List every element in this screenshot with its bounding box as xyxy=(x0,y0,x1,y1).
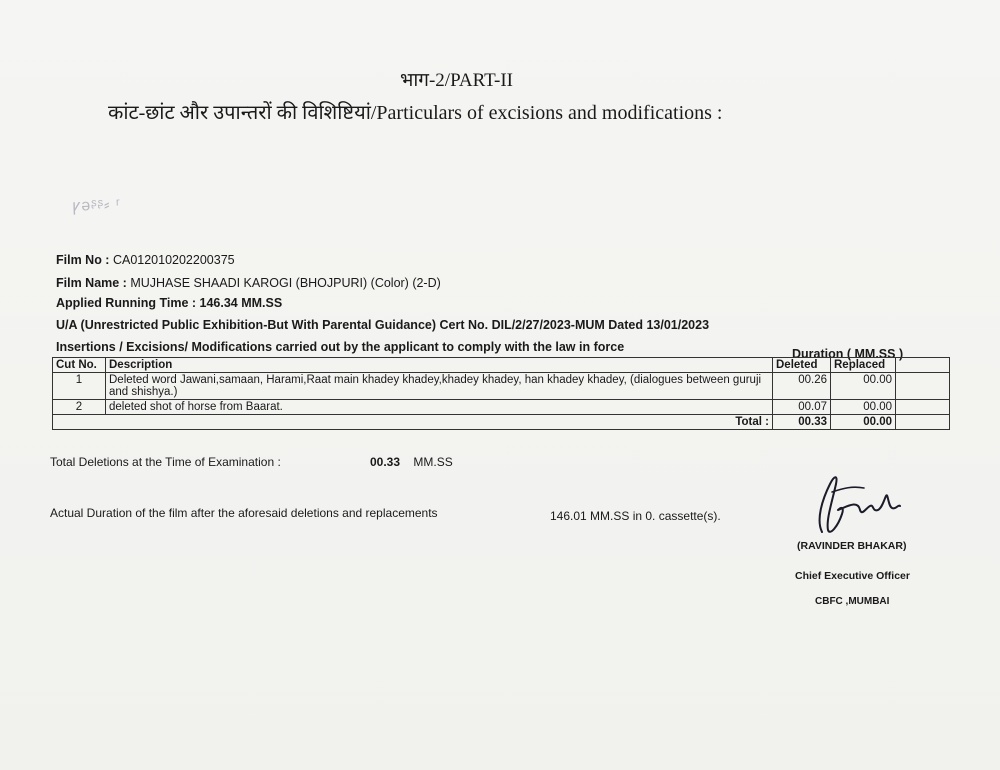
running-time xyxy=(56,296,282,310)
signatory-office: CBFC ,MUMBAI xyxy=(815,596,890,607)
cut-no: 2 xyxy=(53,400,106,415)
film-no-label: Film No : xyxy=(56,253,110,267)
part-heading: भाग-2/PART-II xyxy=(400,70,513,91)
cuts-table xyxy=(52,357,950,430)
cut-description: Deleted word Jawani,samaan, Harami,Raat main khadey khadey,khadey khadey, han khadey khadey, (dialogues between guruji and shishya.) xyxy=(106,373,773,400)
cut-deleted: 00.26 xyxy=(773,373,831,400)
cut-blank xyxy=(896,400,950,415)
actual-duration-value: 146.01 MM.SS in 0. cassette(s). xyxy=(550,509,721,523)
total-blank xyxy=(896,415,950,430)
table-row xyxy=(53,373,950,400)
duration-heading: Duration ( MM.SS ) xyxy=(792,347,904,361)
film-name-label: Film Name : xyxy=(56,276,127,290)
running-time-label: Applied Running Time : xyxy=(56,296,197,310)
signatory-name: (RAVINDER BHAKAR) xyxy=(797,540,907,552)
actual-duration-label: Actual Duration of the film after the aforesaid deletions and replacements xyxy=(50,506,438,520)
faint-stamp: ꝩǝᶳᶳ⸗ ʳ xyxy=(71,196,122,215)
film-name-value: MUJHASE SHAADI KAROGI (BHOJPURI) (Color) (2-D) xyxy=(130,276,441,290)
table-total-row xyxy=(53,415,950,430)
insertions-heading: Insertions / Excisions/ Modifications carried out by the applicant to comply with the law in force xyxy=(56,340,625,354)
cut-no-header: Cut No. xyxy=(53,358,106,373)
total-replaced: 00.00 xyxy=(831,415,896,430)
certificate-line: U/A (Unrestricted Public Exhibition-But With Parental Guidance) Cert No. DIL/2/27/2023-MUM Dated 13/01/2023 xyxy=(56,318,710,332)
total-deleted: 00.33 xyxy=(773,415,831,430)
cut-deleted: 00.07 xyxy=(773,400,831,415)
film-no xyxy=(56,253,235,267)
running-time-value: 146.34 MM.SS xyxy=(199,296,283,310)
blank-header xyxy=(896,358,950,373)
film-no-value: CA012010202200375 xyxy=(112,253,235,267)
cut-blank xyxy=(896,373,950,400)
total-deletions-value xyxy=(370,455,453,469)
deleted-header: Deleted xyxy=(773,358,831,373)
table-header-row xyxy=(53,358,950,373)
table-row xyxy=(53,400,950,415)
cut-replaced: 00.00 xyxy=(831,400,896,415)
total-label: Total : xyxy=(53,415,773,430)
total-deletions-unit: MM.SS xyxy=(413,455,453,469)
signature-icon xyxy=(808,470,903,540)
description-header: Description xyxy=(106,358,773,373)
replaced-header: Replaced xyxy=(831,358,896,373)
cut-no: 1 xyxy=(53,373,106,400)
particulars-heading: कांट-छांट और उपान्तरों की विशिष्टियां/Particulars of excisions and modifications : xyxy=(108,102,723,124)
total-deletions-label: Total Deletions at the Time of Examination : xyxy=(50,455,281,469)
cut-description: deleted shot of horse from Baarat. xyxy=(106,400,773,415)
signatory-title: Chief Executive Officer xyxy=(795,570,910,582)
cut-replaced: 00.00 xyxy=(831,373,896,400)
film-name xyxy=(56,276,441,290)
total-deletions-number: 00.33 xyxy=(370,455,401,469)
